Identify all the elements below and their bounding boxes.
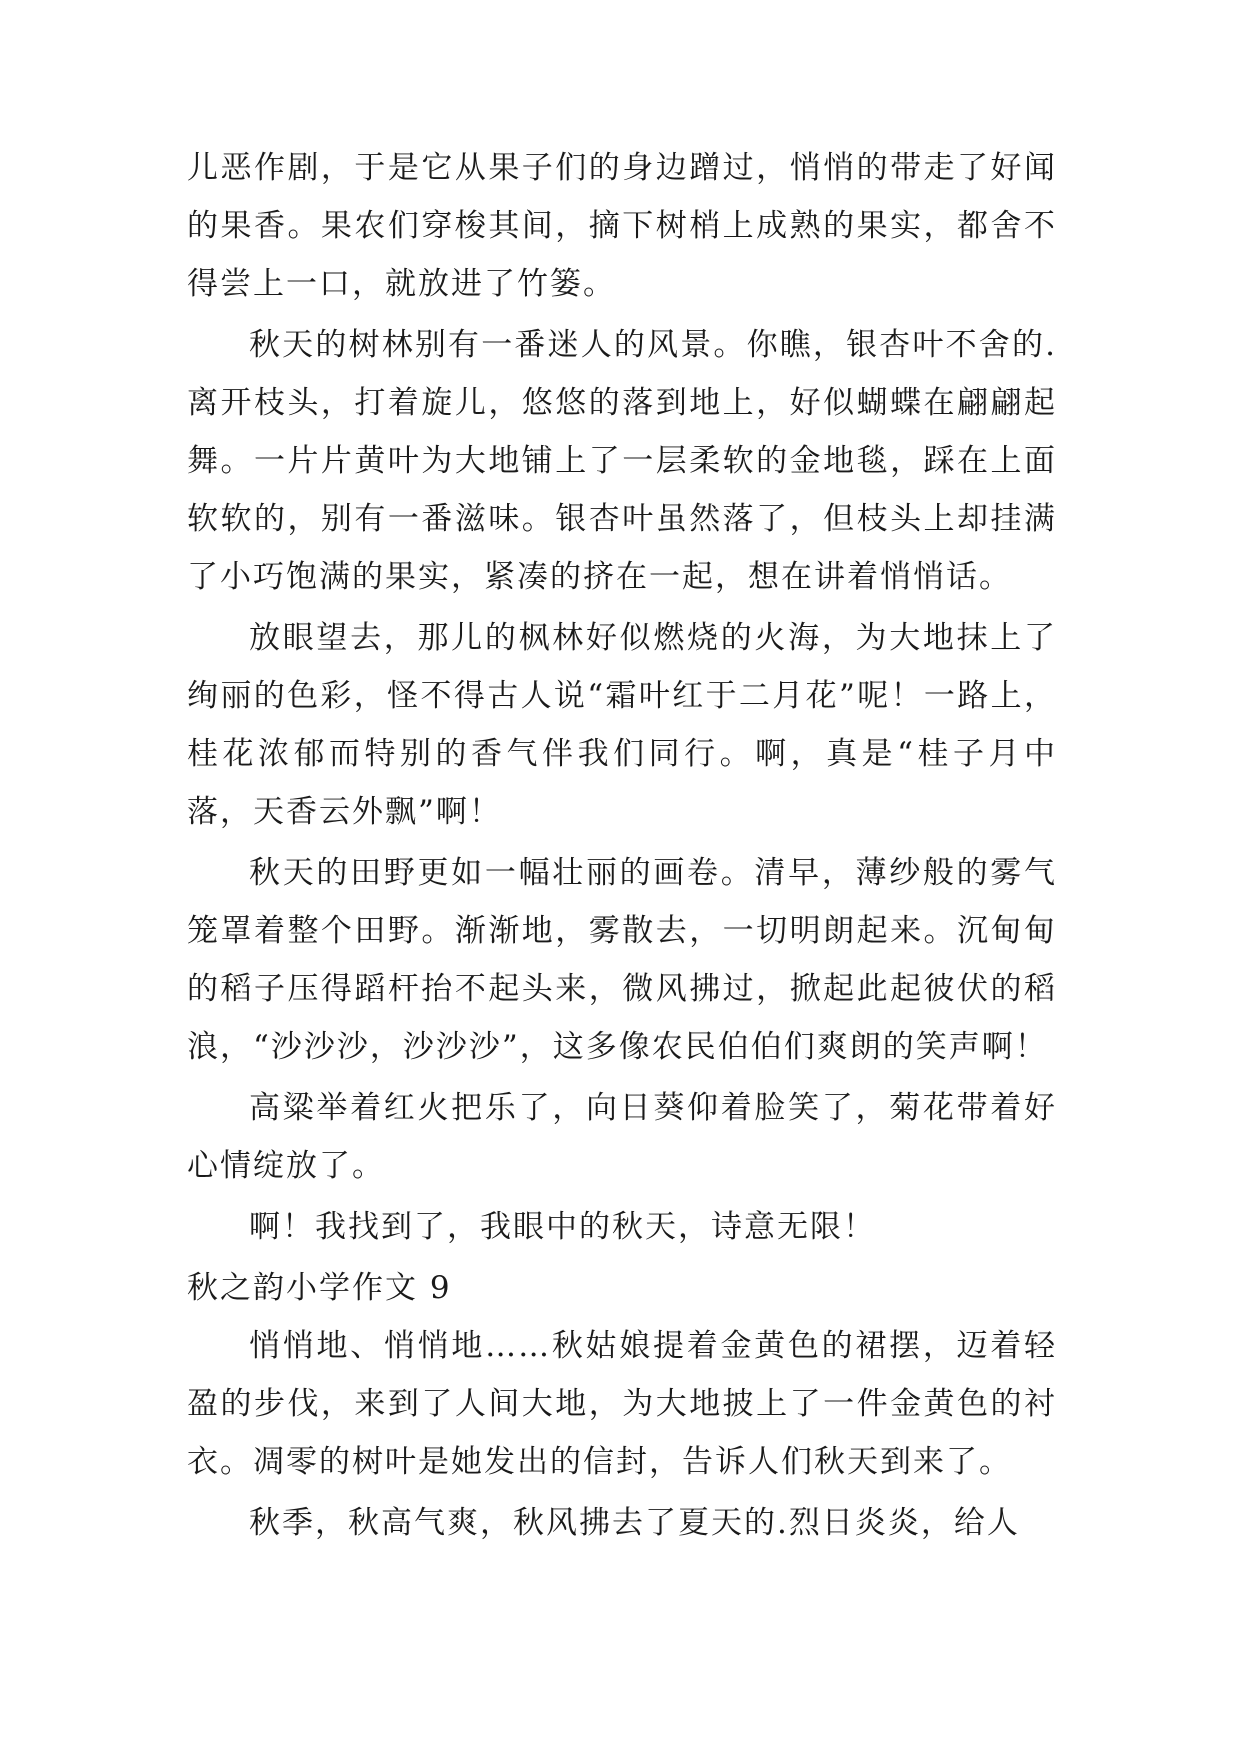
paragraph-fields: 秋天的田野更如一幅壮丽的画卷。清早，薄纱般的雾气笼罩着整个田野。渐渐地，雾散去，一切明朗起来。沉甸甸的稻子压得蹈杆抬不起头来，微风拂过，掀起此起彼伏的稻浪，“沙沙沙，沙沙沙”，这多像农民伯伯们爽朗的笑声啊！ xyxy=(187,855,1057,1065)
paragraph-forest: 秋天的树林别有一番迷人的风景。你瞧，银杏叶不舍的.离开枝头，打着旋儿，悠悠的落到地上，好似蝴蝶在翩翩起舞。一片片黄叶为大地铺上了一层柔软的金地毯，踩在上面软软的，别有一番滋味。银杏叶虽然落了，但枝头上却挂满了小巧饱满的果实，紧凑的挤在一起，想在讲着悄悄话。 xyxy=(187,327,1057,595)
document-body xyxy=(187,139,1057,1555)
paragraph-maple: 放眼望去，那儿的枫林好似燃烧的火海，为大地抹上了绚丽的色彩，怪不得古人说“霜叶红于二月花”呢！一路上，桂花浓郁而特别的香气伴我们同行。啊，真是“桂子月中落，天香云外飘”啊！ xyxy=(187,620,1057,830)
paragraph-sorghum: 高粱举着红火把乐了，向日葵仰着脸笑了，菊花带着好心情绽放了。 xyxy=(187,1090,1057,1184)
paragraph-conclusion: 啊！我找到了，我眼中的秋天，诗意无限！ xyxy=(249,1209,876,1245)
paragraph-autumn-girl: 悄悄地、悄悄地……秋姑娘提着金黄色的裙摆，迈着轻盈的步伐，来到了人间大地，为大地披上了一件金黄色的衬衣。凋零的树叶是她发出的信封，告诉人们秋天到来了。 xyxy=(187,1328,1057,1480)
paragraph-orchard-end: 儿恶作剧，于是它从果子们的身边蹭过，悄悄的带走了好闻的果香。果农们穿梭其间，摘下树梢上成熟的果实，都舍不得尝上一口，就放进了竹篓。 xyxy=(187,150,1057,302)
essay-heading: 秋之韵小学作文 9 xyxy=(187,1270,452,1306)
paragraph-autumn-season: 秋季，秋高气爽，秋风拂去了夏天的.烈日炎炎，给人 xyxy=(249,1505,1020,1541)
